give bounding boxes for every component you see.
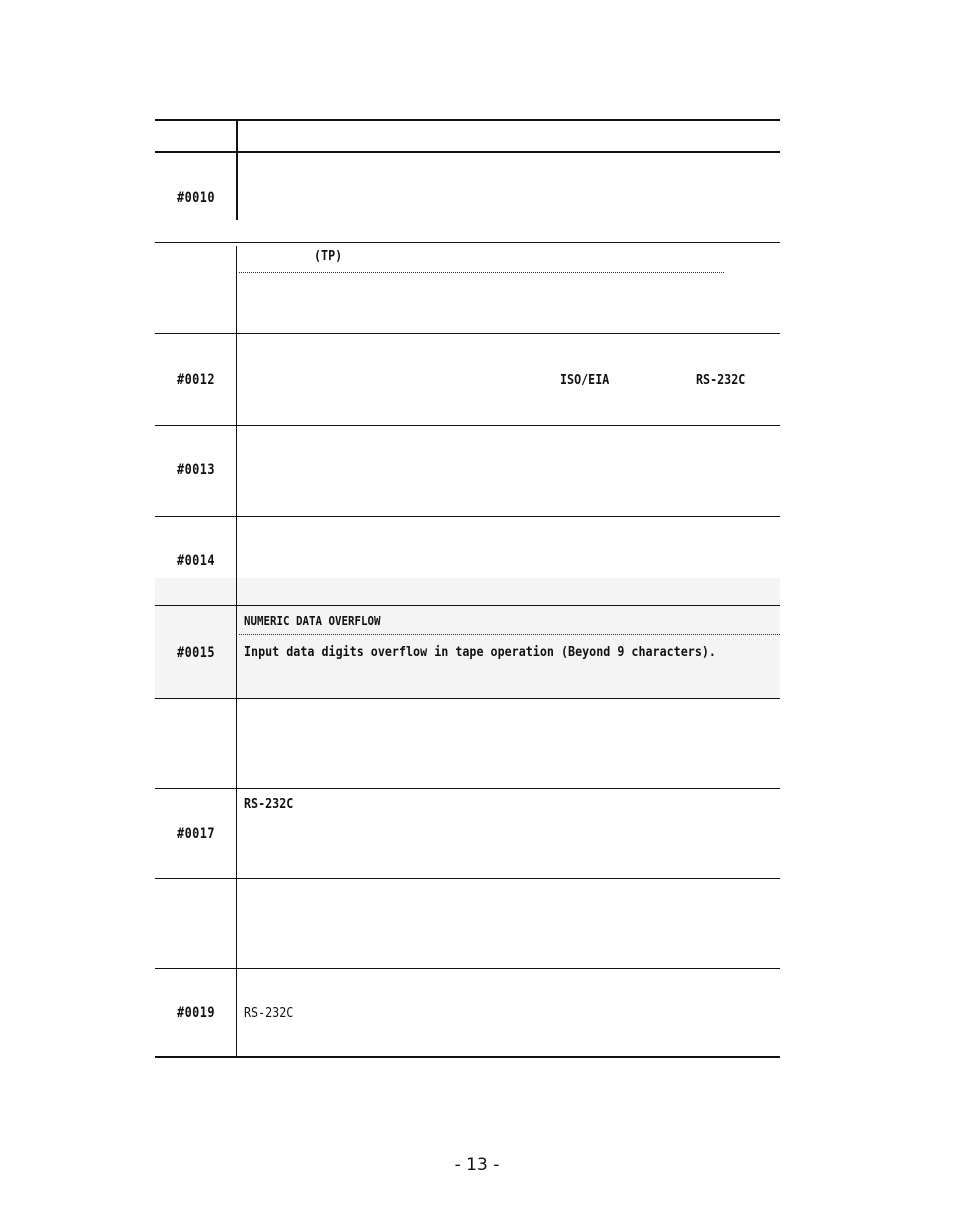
column-divider bbox=[236, 334, 237, 1056]
row-rule bbox=[155, 968, 780, 969]
error-code: #0014 bbox=[177, 553, 215, 569]
table-bottom-rule bbox=[155, 1056, 780, 1058]
row-rule bbox=[155, 605, 780, 606]
error-description: Input data digits overflow in tape operation (Beyond 9 characters). bbox=[244, 645, 716, 660]
table-top-rule bbox=[155, 119, 780, 121]
column-divider bbox=[236, 246, 237, 334]
error-title: NUMERIC DATA OVERFLOW bbox=[244, 614, 381, 628]
dotted-separator bbox=[239, 634, 780, 635]
error-code: #0017 bbox=[177, 826, 215, 842]
tp-label: (TP) bbox=[314, 249, 343, 264]
error-code: #0012 bbox=[177, 372, 215, 388]
row-rule bbox=[155, 788, 780, 789]
row-rule bbox=[155, 425, 780, 426]
error-code: #0019 bbox=[177, 1005, 215, 1021]
header-rule bbox=[155, 151, 780, 153]
iso-eia-label: ISO/EIA bbox=[560, 373, 610, 388]
row-rule bbox=[155, 333, 780, 334]
dotted-separator bbox=[239, 272, 724, 273]
rs232c-label: RS-232C bbox=[244, 797, 294, 812]
rs232c-label: RS-232C bbox=[696, 373, 746, 388]
column-divider bbox=[236, 120, 238, 220]
row-rule bbox=[155, 516, 780, 517]
error-code: #0015 bbox=[177, 645, 215, 661]
error-code: #0013 bbox=[177, 462, 215, 478]
shaded-region bbox=[155, 578, 780, 698]
row-rule bbox=[155, 698, 780, 699]
rs232c-label: RS-232C bbox=[244, 1006, 294, 1021]
row-rule bbox=[155, 878, 780, 879]
row-rule bbox=[155, 242, 780, 243]
page-number: - 13 - bbox=[454, 1155, 500, 1175]
error-code: #0010 bbox=[177, 190, 215, 206]
